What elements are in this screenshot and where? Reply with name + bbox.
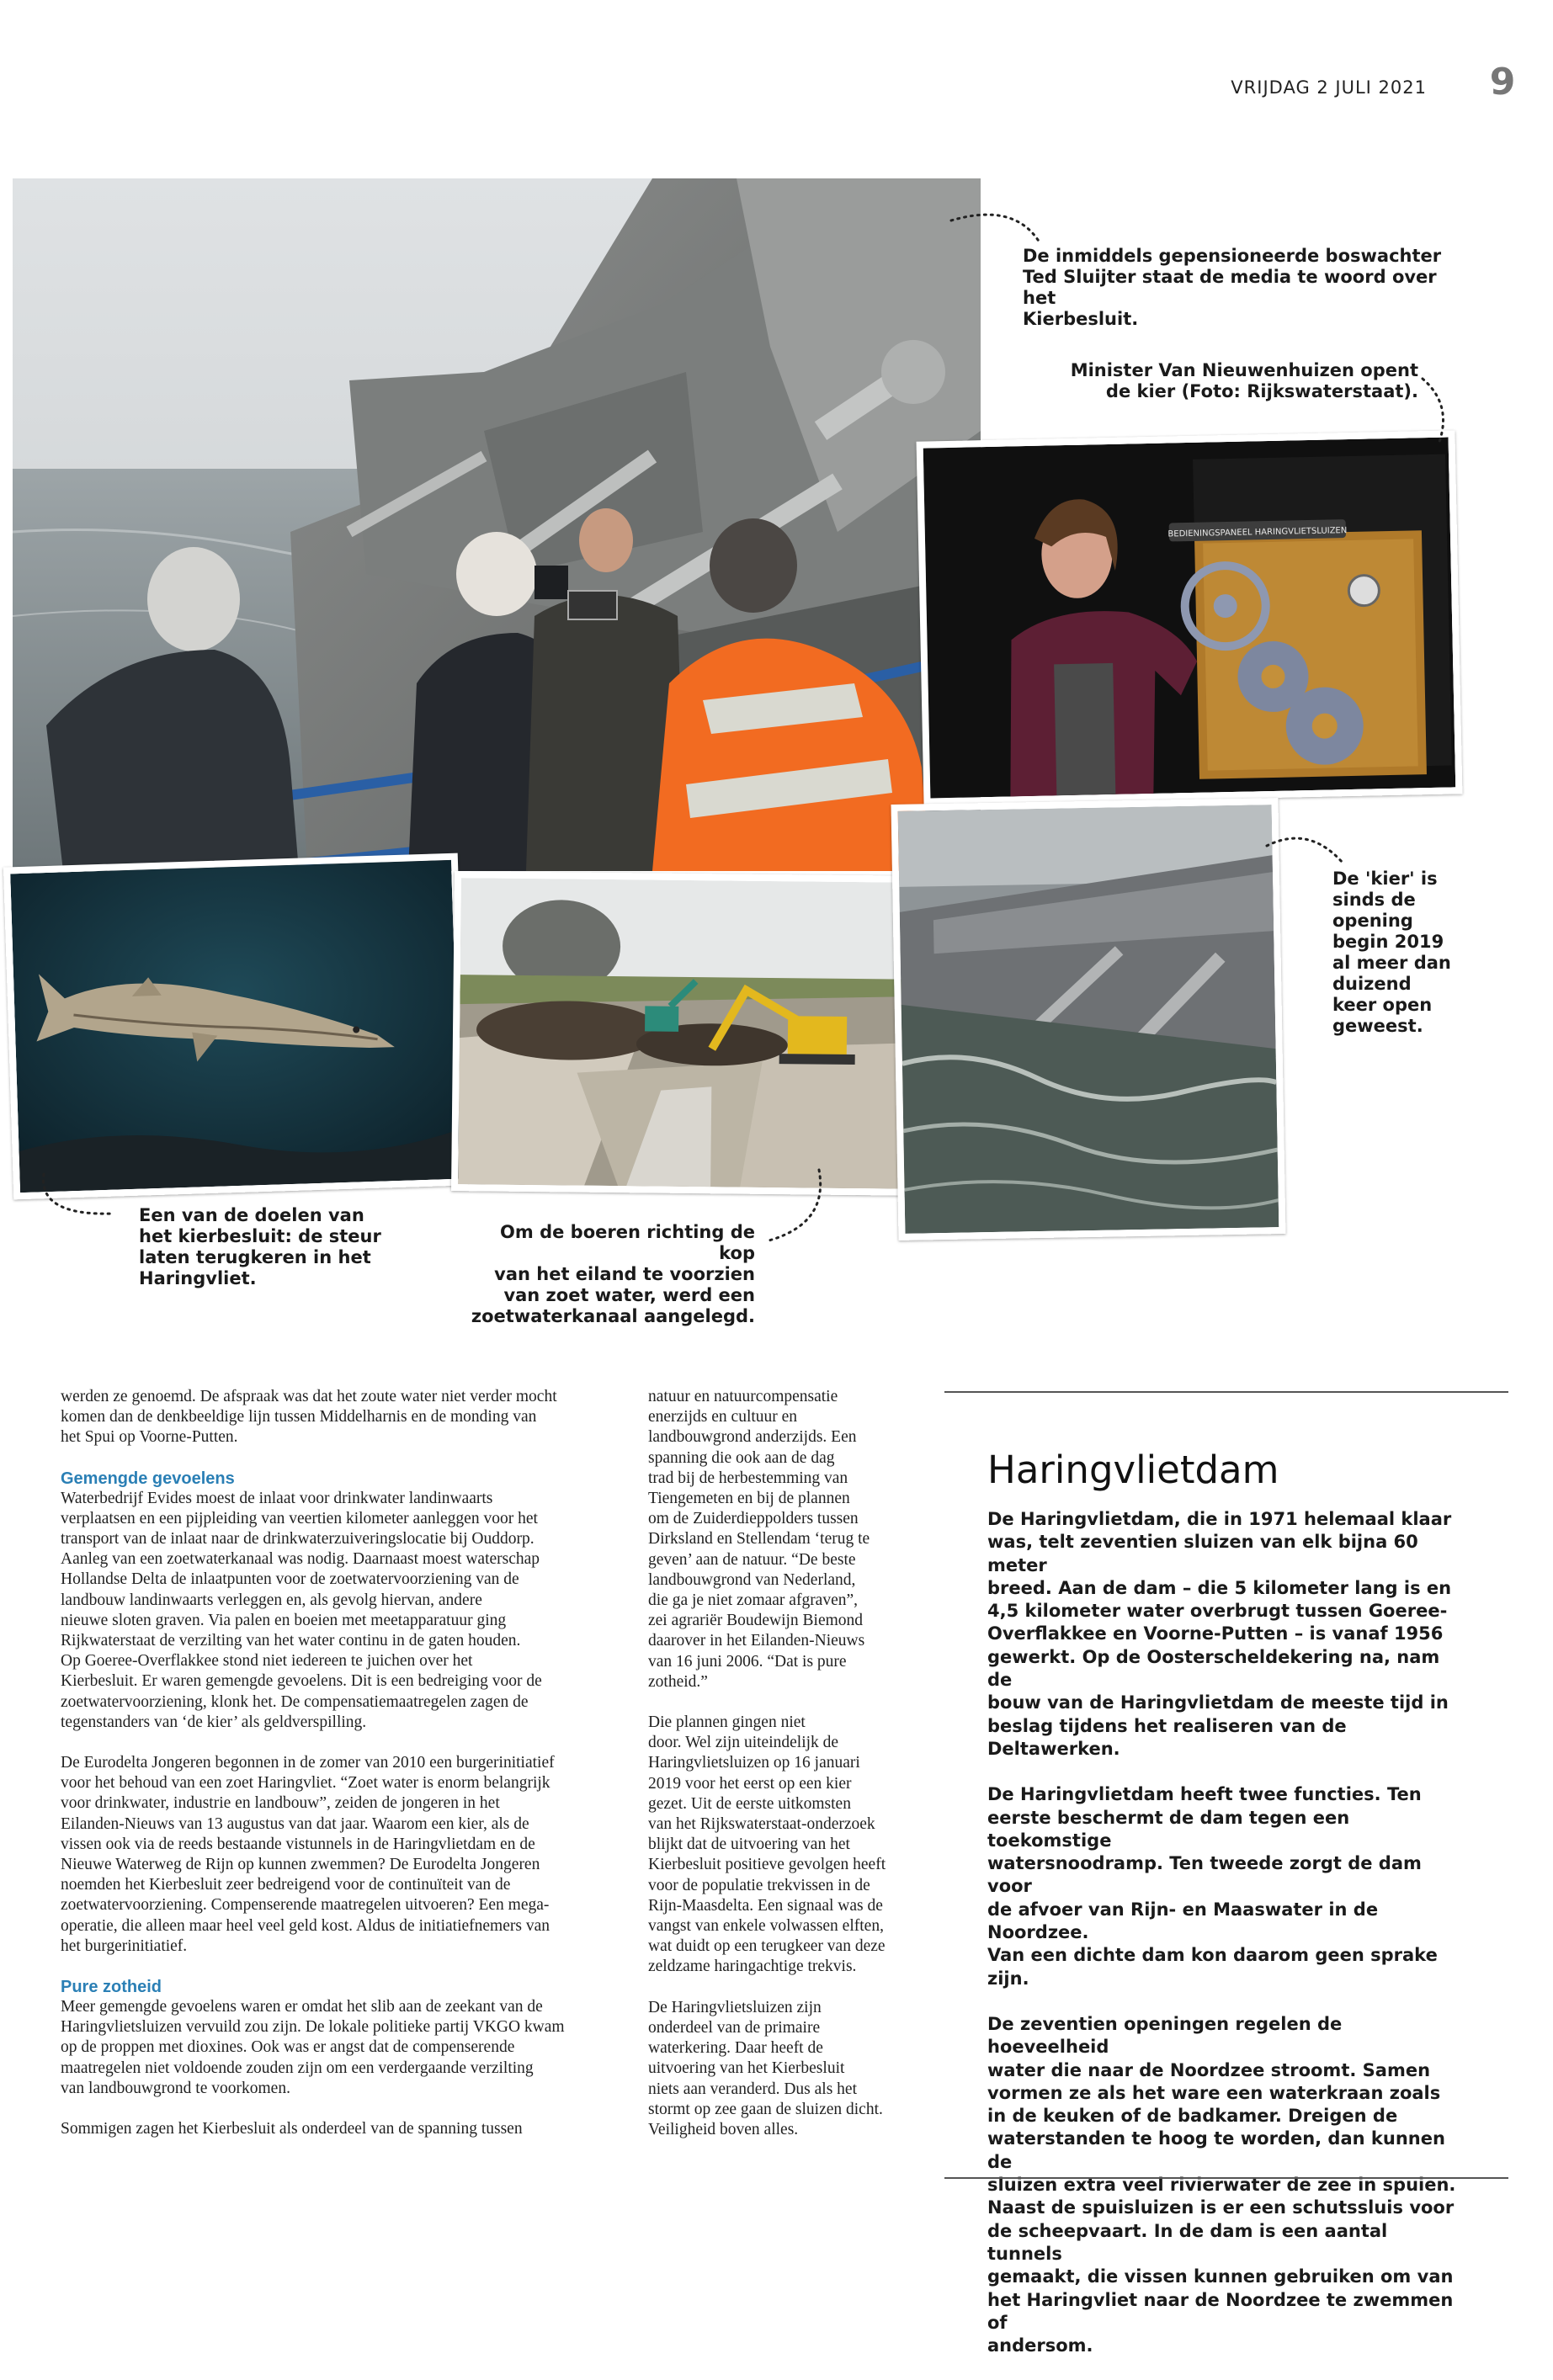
panel-sign: BEDIENINGSPANEEL HARINGVLIETSLUIZEN [1167, 526, 1348, 539]
minister-photo [917, 430, 1463, 805]
caption-minister: Minister Van Nieuwenhuizen opent de kier (Foto: Rijkswaterstaat). [1070, 360, 1418, 401]
page-number: 9 [1489, 61, 1516, 104]
ted-caption-connector [947, 202, 1048, 252]
sidebar-text: De Haringvlietdam, die in 1971 helemaal klaar was, telt zeventien sluizen van elk bijna 60 meter breed. Aan de dam – die 5 kilometer lang is en 4,5 kilometer water overbrugt tussen Goeree- Overflakkee en Voorne-Putten – is vanaf 1956 gewerkt. Op de Oosterscheldekering na, nam de bouw van de Haringvlietdam de meeste tijd in beslag tijdens het realiseren van de Deltawerken. De Haringvlietdam heeft twee functies. Ten eerste beschermt de dam tegen een toekomstige watersnoodramp. Ten tweede zorgt de dam voor de afvoer van Rijn- en Maaswater in de Noordzee. Van een dichte dam kon daarom geen sprake zijn. De zeventien openingen regelen de hoeveelheid water die naar de Noordzee stroomt. Samen vormen ze als het ware een waterkraan zoals in de keuken of de badkamer. Dreigen de waterstanden te hoog te worden, dan kunnen de sluizen extra veel rivierwater de zee in spuien. Naast de spuisluizen is er een schutssluis voor de scheepvaart. In de dam is een aantal tunnels gemaakt, die vissen kunnen gebruiken om van het Haringvliet naar de Noordzee te zwemmen of andersom. [987, 1509, 1456, 2356]
subheading-pure-zotheid: Pure zotheid [61, 1978, 162, 1997]
caption-kier: De 'kier' is sinds de opening begin 2019 al meer dan duizend keer open geweest. [1332, 869, 1451, 1036]
kanaal-caption-connector [762, 1166, 829, 1250]
canal-photo [451, 871, 930, 1196]
sidebar-title: Haringvlietdam [987, 1448, 1279, 1492]
steur-caption-connector [34, 1170, 118, 1229]
caption-ted: De inmiddels gepensioneerde boswachter Ted Sluijter staat de media te woord over het Kierbesluit. [1023, 246, 1442, 329]
main-photo [13, 178, 981, 871]
issue-date: VRIJDAG 2 JULI 2021 [1231, 77, 1427, 98]
article-column-1: werden ze genoemd. De afspraak was dat het zoute water niet verder mocht komen dan de denkbeeldige lijn tussen Middelharnis en de monding van het Spui op Voorne-Putten. Gemengde gevoelens Waterbedrijf Evides moest de inlaat voor drinkwater landinwaarts verplaatsen en een pijpleiding van veertien kilometer aanleggen voor het transport van de inlaat naar de drinkwaterzuiveringslocatie bij Ouddorp. Aanleg van een zoetwaterkanaal was nodig. Daarnaast moest waterschap Hollandse Delta de inlaatpunten voor de zoetwatervoorziening van de landbouw landinwaarts verleggen en, als gevolg hiervan, andere nieuwe sloten graven. Via palen en boeien met meetapparatuur ging Rijkwaterstaat de verzilting van het water continu in de gaten houden. Op Goeree-Overflakkee stond niet iedereen te juichen over het Kierbesluit. Er waren gemengde gevoelens. Dit is een bedreiging voor de zoetwatervoorziening, klonk het. De compensatiemaatregelen zagen de tegenstanders van ‘de kier’ als geldverspilling. De Eurodelta Jongeren begonnen in de zomer van 2010 een burgerinitiatief voor het behoud van een zoet Haringvliet. “Zoet water is enorm belangrijk voor drinkwater, industrie en landbouw”, zeiden de jongeren in het Eilanden-Nieuws van 13 augustus van dat jaar. Waarom een kier, als de vissen ook via de reeds bestaande vistunnels in de Haringvlietdam en de Nieuwe Waterweg de Rijn op kunnen zwemmen? De Eurodelta Jongeren noemden het Kierbesluit zeer bedreigend voor de continuïteit van de zoetwatervoorziening. Compenserende maatregelen uitvoeren? Een mega- operatie, die alleen maar heel veel geld kost. Aldus de initiatiefnemers van het burgerinitiatief. Pure zotheid Meer gemengde gevoelens waren er omdat het slib aan de zeekant van de Haringvlietsluizen vervuild zou zijn. De lokale politieke partij VKGO kwam op de proppen met dioxines. Ook was er angst dat de compenserende maatregelen niet voldoende zouden zijn om een verdergaande verzilting van landbouwgrond te voorkomen. Sommigen zagen het Kierbesluit als onderdeel van de spanning tussen [61, 1387, 641, 2160]
sturgeon-photo [3, 853, 468, 1200]
subheading-gemengde-gevoelens: Gemengde gevoelens [61, 1469, 235, 1488]
sidebar-bottom-rule [944, 2177, 1508, 2179]
caption-steur: Een van de doelen van het kierbesluit: de steur laten terugkeren in het Haringvliet. [139, 1205, 381, 1288]
minister-caption-connector [1414, 370, 1456, 446]
sluices-photo [891, 798, 1286, 1240]
article-column-2: natuur en natuurcompensatie enerzijds en cultuur en landbouwgrond anderzijds. Een spanning die ook aan de dag trad bij de herbestemming van Tiengemeten en bij de plannen om de Zuiderdieppolders tussen Dirksland en Stellendam ‘terug te geven’ aan de natuur. “De beste landbouwgrond van Nederland, die ga je niet zomaar afgraven”, zei agrariër Boudewijn Biemond daarover in het Eilanden-Nieuws van 16 juni 2006. “Dat is pure zotheid.” Die plannen gingen niet door. Wel zijn uiteindelijk de Haringvlietsluizen op 16 januari 2019 voor het eerst op een kier gezet. Uit de eerste uitkomsten van het Rijkswaterstaat-onderzoek blijkt dat de uitvoering van het Kierbesluit positieve gevolgen heeft voor de populatie trekvissen in de Rijn-Maasdelta. Een signaal was de vangst van enkele volwassen elften, wat duidt op een terugkeer van deze zeldzame haringachtige trekvis. De Haringvlietsluizen zijn onderdeel van de primaire waterkering. Daar heeft de uitvoering van het Kierbesluit niets aan veranderd. Dus als het stormt op zee gaan de sluizen dicht. Veiligheid boven alles. [648, 1388, 886, 2138]
caption-kanaal: Om de boeren richting de kop van het eiland te voorzien van zoet water, werd een zoetwaterkanaal aangelegd. [471, 1222, 755, 1326]
sidebar-top-rule [944, 1391, 1508, 1393]
